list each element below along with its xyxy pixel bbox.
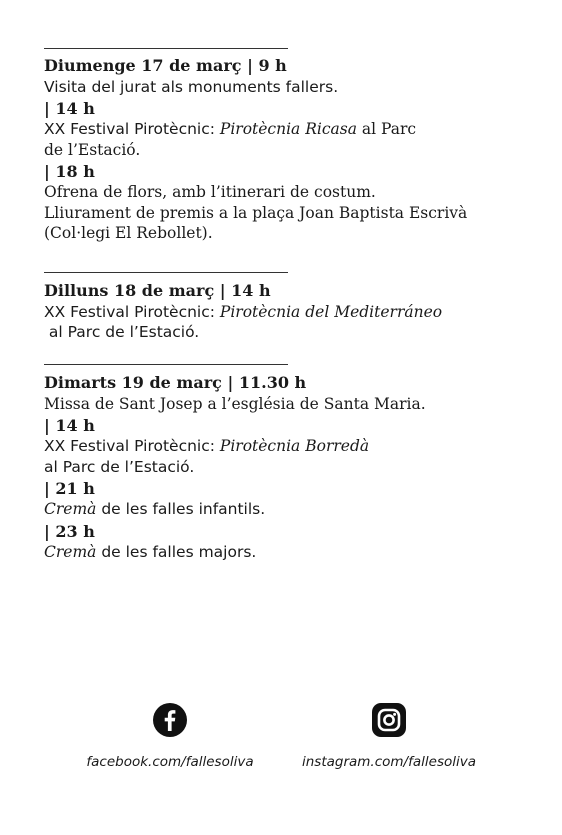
event-text: de l’Estació. <box>44 140 141 159</box>
section-monday <box>44 281 544 343</box>
section-divider <box>44 272 288 273</box>
event-text <box>44 436 544 457</box>
section-divider <box>44 48 288 49</box>
event-time: | 14 h <box>44 416 95 435</box>
event-time: | 14 h <box>44 99 95 118</box>
section-tuesday <box>44 373 544 562</box>
instagram-url[interactable]: instagram.com/fallesoliva <box>301 754 476 770</box>
instagram-icon <box>298 702 480 742</box>
event-title: Pirotècnia Ricasa <box>219 120 357 138</box>
event-text <box>44 542 544 563</box>
facebook-url[interactable]: facebook.com/fallesoliva <box>86 754 254 770</box>
event-description: XX Festival Pirotècnic: <box>44 302 220 321</box>
event-time: | 23 h <box>44 521 95 541</box>
event-text: al Parc de l’Estació. <box>44 323 200 341</box>
event-text: Missa de Sant Josep a l’església de Santa Maria. <box>44 394 426 413</box>
event-description: de les falles majors. <box>96 542 257 561</box>
event-time: | 18 h <box>44 162 95 181</box>
event-text <box>44 499 544 520</box>
event-text: al Parc de l’Estació. <box>44 457 195 476</box>
event-description: de les falles infantils. <box>96 500 266 518</box>
event-title: Pirotècnia del Mediterráneo <box>219 302 443 321</box>
event-text: Ofrena de flors, amb l’itinerari de costum. <box>44 183 376 201</box>
event-description: Visita del jurat als monuments fallers. <box>44 77 339 96</box>
day-heading: Dilluns 18 de març | 14 h <box>44 281 271 300</box>
instagram-link[interactable] <box>298 702 480 770</box>
event-text: (Col·legi El Rebollet). <box>44 224 213 242</box>
facebook-icon <box>80 702 260 742</box>
event-title: Pirotècnia Borredà <box>219 437 370 455</box>
event-description: XX Festival Pirotècnic: <box>44 437 220 455</box>
event-text <box>44 302 544 323</box>
day-heading: Dimarts 19 de març | 11.30 h <box>44 373 307 392</box>
facebook-link[interactable] <box>80 702 260 770</box>
event-title: Cremà <box>44 542 97 561</box>
event-text <box>44 119 544 140</box>
event-description: al Parc <box>356 120 417 138</box>
event-text: Lliurament de premis a la plaça Joan Baptista Escrivà <box>44 203 468 222</box>
event-description: XX Festival Pirotècnic: <box>44 120 220 138</box>
event-title: Cremà <box>44 500 97 518</box>
day-heading: Diumenge 17 de març | 9 h <box>44 56 287 75</box>
event-text <box>44 77 544 98</box>
section-sunday <box>44 56 544 244</box>
event-time: | 21 h <box>44 479 95 498</box>
section-divider <box>44 364 288 365</box>
